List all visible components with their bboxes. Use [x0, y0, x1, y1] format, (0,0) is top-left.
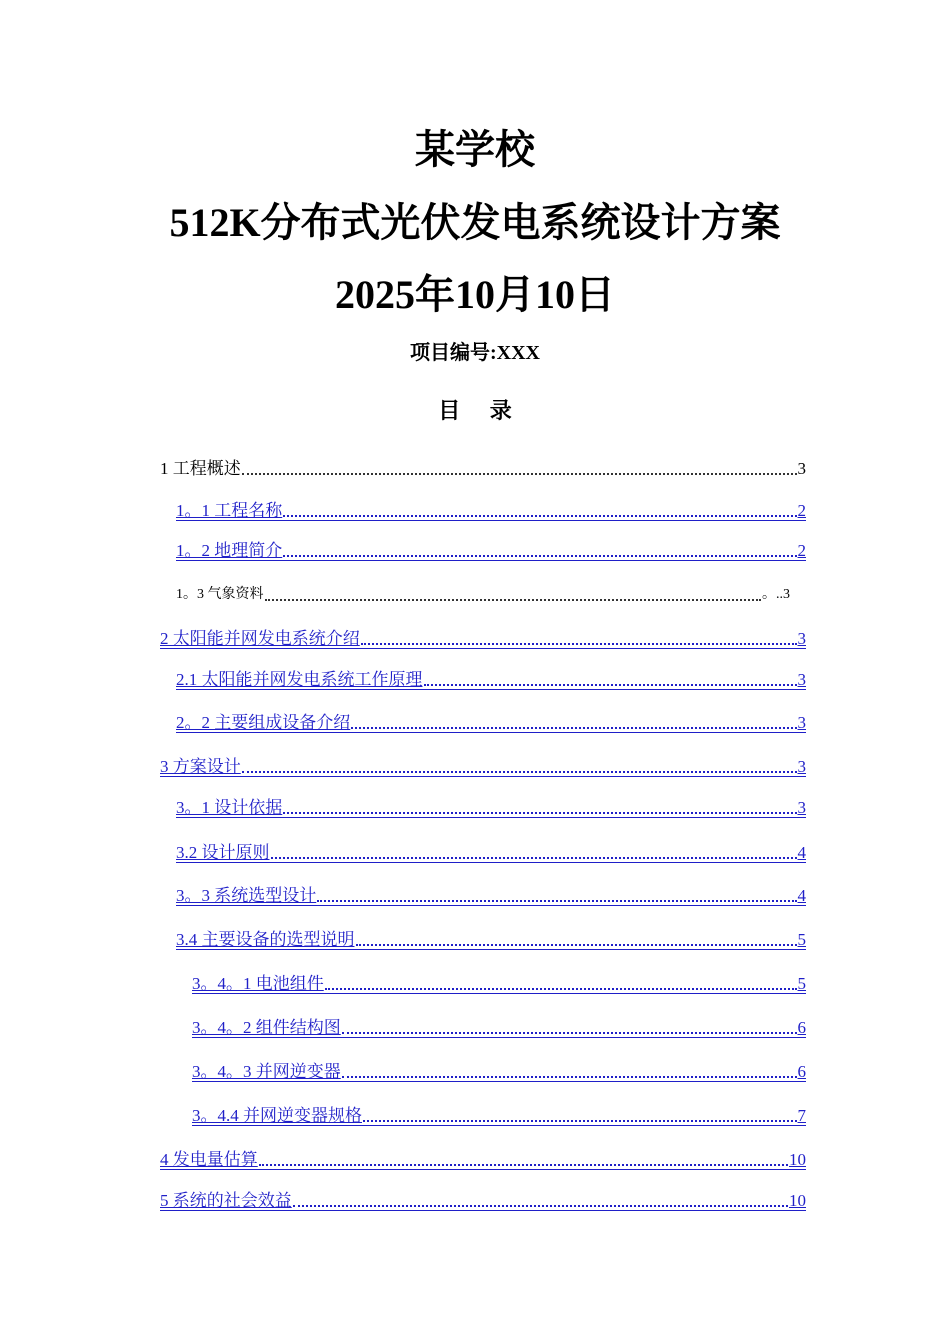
- toc-entry-5[interactable]: 5 系统的社会效益 10: [160, 1188, 806, 1212]
- toc-heading: 目 录: [438, 398, 524, 423]
- toc-entry-1-3[interactable]: 1。3 气象资料 。..3: [176, 587, 790, 602]
- toc-entry-1-1[interactable]: 1。1 工程名称 2: [176, 498, 806, 522]
- toc-entry-3-4-3[interactable]: 3。4。3 并网逆变器 6: [192, 1059, 806, 1083]
- toc-entry-4[interactable]: 4 发电量估算 10: [160, 1147, 806, 1171]
- title-date: 2025年10月10日: [335, 272, 615, 317]
- toc-entry-2[interactable]: 2 太阳能并网发电系统介绍 3: [160, 626, 806, 650]
- toc-entry-3[interactable]: 3 方案设计 3: [160, 754, 806, 778]
- toc-entry-3-3[interactable]: 3。3 系统选型设计 4: [176, 883, 806, 907]
- toc-entry-2-1[interactable]: 2.1 太阳能并网发电系统工作原理 3: [176, 667, 806, 691]
- toc-entry-3-1[interactable]: 3。1 设计依据 3: [176, 795, 806, 819]
- project-number: 项目编号:XXX: [410, 342, 540, 364]
- toc-entry-1[interactable]: 1 工程概述 3: [160, 459, 806, 478]
- toc-entry-3-2[interactable]: 3.2 设计原则 4: [176, 840, 806, 864]
- toc-entry-1-2[interactable]: 1。2 地理简介 2: [176, 538, 806, 562]
- toc-entry-2-2[interactable]: 2。2 主要组成设备介绍 3: [176, 710, 806, 734]
- toc-entry-3-4-4[interactable]: 3。4.4 并网逆变器规格 7: [192, 1103, 806, 1127]
- toc-entry-3-4[interactable]: 3.4 主要设备的选型说明 5: [176, 927, 806, 951]
- title-school: 某学校: [415, 127, 535, 172]
- toc-entry-3-4-2[interactable]: 3。4。2 组件结构图 6: [192, 1015, 806, 1039]
- title-project: 512K分布式光伏发电系统设计方案: [169, 200, 781, 245]
- toc-entry-3-4-1[interactable]: 3。4。1 电池组件 5: [192, 971, 806, 995]
